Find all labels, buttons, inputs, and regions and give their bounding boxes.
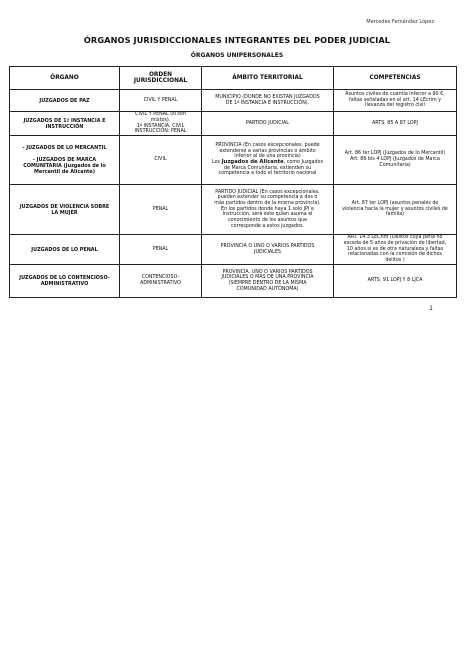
- cell-competencias: [334, 112, 457, 136]
- cell-ambito: [202, 90, 334, 112]
- cell-line: inferior al de una provincia): [234, 154, 301, 160]
- cell-line: JUZGADOS DE LO PENAL: [31, 246, 98, 253]
- cell-line: COMUNIDAD AUTÓNOMA): [236, 286, 299, 292]
- cell-competencias: [334, 90, 457, 112]
- cell-line: exceda de 5 años de privación de libertad,: [343, 240, 447, 246]
- cell-line: Comunitaria): [379, 162, 411, 168]
- cell-line: (SIEMPRE DENTRO DE LA MISMA: [228, 281, 307, 286]
- cell-line: extenderse a varias provincias o ámbito: [219, 148, 316, 154]
- cell-line: - JUZGADOS DE MARCA: [32, 157, 97, 163]
- cell-line: relacionadas con la comisión de dichos: [348, 252, 442, 258]
- cell-competencias: [334, 235, 457, 265]
- cell-line: CIVIL Y PENAL (si son: [135, 112, 186, 118]
- cell-line: PARTIDO JUDICIAL (En casos excepcionales,: [215, 189, 320, 195]
- cell-line: ART. 14.3 LECrim (Delitos cuya pena no: [347, 235, 443, 241]
- cell-line: COMUNITARIA (Juzgados de lo: [23, 163, 106, 169]
- table-row: [10, 265, 457, 298]
- cell-ambito: [202, 136, 334, 185]
- column-header-ambito: ÁMBITO TERRITORIAL: [202, 67, 334, 90]
- cell-line: JUDICIALES O MÁS DE UNA PROVINCIA: [221, 275, 314, 281]
- cell-line: Mercantil de Alicante): [34, 169, 95, 175]
- cell-line: - JUZGADOS DE LO MERCANTIL: [22, 145, 107, 151]
- cell-line: CONTENCIOSO-: [141, 275, 180, 281]
- table-row: [10, 136, 457, 185]
- cell-line: Los Juzgados de Alicante, como Juzgados: [212, 159, 323, 165]
- cell-line: JUZGADOS DE VIOLENCIA SOBRE: [19, 203, 110, 210]
- cell-organo: [10, 235, 120, 265]
- cell-competencias: [334, 136, 457, 185]
- cell-line: INSTRUCCIÓN: [45, 123, 84, 130]
- cell-ambito: [202, 185, 334, 235]
- cell-line: faltas señaladas en el art. 14 LEcrim y: [349, 97, 441, 103]
- cell-line: Art. 87 ter LOPJ (asuntos penales de: [351, 200, 439, 206]
- cell-orden: [120, 136, 202, 185]
- cell-line: DE 1ª INSTANCIA E INSTRUCCIÓN).: [225, 100, 310, 106]
- cell-competencias: [334, 265, 457, 298]
- cell-ambito: [202, 112, 334, 136]
- cell-line: más partidos dentro de la misma provincia).: [214, 200, 321, 206]
- cell-line: PROVINCIA (En casos excepcionales, puede: [215, 142, 320, 148]
- column-header-competencias: COMPETENCIAS: [334, 67, 457, 90]
- cell-line: 1ª INSTANCIA: CIVIL: [136, 123, 185, 129]
- column-header-organo: ÓRGANO: [10, 67, 120, 90]
- cell-line: LA MUJER: [51, 209, 78, 216]
- cell-line: violencia hacia la mujer y asuntos civiles de: [342, 206, 448, 212]
- cell-organo: [10, 136, 120, 185]
- table-header-row: [10, 67, 457, 90]
- cell-line: En los partidos donde haya 1 solo JPI e: [221, 206, 314, 212]
- cell-organo: [10, 185, 120, 235]
- cell-line: competencia a todo el territorio nacional: [218, 171, 317, 177]
- cell-organo: [10, 112, 120, 136]
- organos-table: [9, 66, 457, 298]
- cell-orden: [120, 265, 202, 298]
- cell-line: Instrucción, será éste quien asuma el: [222, 212, 313, 218]
- cell-line: mixtos).: [150, 117, 171, 123]
- column-header-orden: ORDEN JURISDICCIONAL: [120, 67, 202, 90]
- table-row: [10, 90, 457, 112]
- cell-line: 10 años si es de otra naturaleza y faltas: [346, 246, 444, 252]
- table-body: [10, 90, 457, 298]
- cell-line: llevanza del registro civil: [365, 103, 425, 109]
- cell-ambito: [202, 235, 334, 265]
- cell-line: familia): [385, 212, 405, 218]
- page-subtitle: ÓRGANOS UNIPERSONALES: [190, 52, 284, 59]
- cell-orden: [120, 90, 202, 112]
- cell-organo: [10, 265, 120, 298]
- cell-ambito: [202, 265, 334, 298]
- cell-line: pueden extender su competencia a dos o: [217, 195, 318, 201]
- cell-line: Art. 86 bis 4 LOPJ (Juzgados de Marca: [350, 157, 440, 163]
- cell-line: Asuntos civiles de cuantía inferior a 90 €,: [345, 91, 445, 97]
- cell-line: PROVINCIA, UNO O VARIOS PARTIDOS: [222, 269, 313, 275]
- cell-line: ADMINISTRATIVO: [40, 281, 89, 287]
- page-title: ÓRGANOS JURISDICCIONALES INTEGRANTES DEL PODER JUDICIAL: [83, 35, 391, 45]
- cell-orden: [120, 235, 202, 265]
- cell-line: MUNICIPIO (DONDE NO EXISTAN JUZGADOS: [215, 94, 320, 100]
- author-name: Mercedes Fernández López: [366, 19, 434, 25]
- page-number: 1: [429, 305, 433, 312]
- cell-line: delitos ): [385, 258, 405, 264]
- cell-orden: [120, 112, 202, 136]
- cell-orden: [120, 185, 202, 235]
- cell-line: PENAL: [152, 206, 169, 212]
- cell-line: JUZGADOS DE 1ª INSTANCIA E: [23, 117, 106, 124]
- cell-competencias: [334, 185, 457, 235]
- cell-line: JUZGADOS DE LO CONTENCIOSO-: [19, 275, 110, 281]
- cell-line: INSTRUCCIÓN: PENAL: [134, 129, 187, 135]
- cell-line: Art. 86 ter LOPJ (Juzgados de lo Mercantil): [344, 151, 446, 157]
- cell-line: ARTS. 91 LOPJ Y 8 LJCA: [367, 278, 423, 284]
- table-row: [10, 185, 457, 235]
- cell-line: PENAL: [152, 246, 169, 252]
- cell-line: JUDICIALES: [254, 249, 281, 255]
- cell-line: PROVINCIA O UNO O VARIOS PARTIDOS: [220, 243, 315, 249]
- cell-line: de Marca Comunitaria, extienden su: [223, 165, 312, 171]
- cell-line: CIVIL: [154, 157, 167, 163]
- table-row: [10, 235, 457, 265]
- cell-line: corresponde a estos juzgados.: [231, 223, 304, 229]
- cell-line: ARTS. 85 A 87 LOPJ: [372, 120, 418, 126]
- cell-line: ADMINISTRATIVO: [140, 281, 181, 286]
- table-row: [10, 112, 457, 136]
- cell-line: CIVIL Y PENAL: [143, 97, 178, 103]
- cell-line: conocimiento de los asuntos que: [227, 218, 308, 224]
- cell-organo: [10, 90, 120, 112]
- cell-line: JUZGADOS DE PAZ: [39, 97, 90, 104]
- cell-line: PARTIDO JUDICIAL: [246, 120, 289, 126]
